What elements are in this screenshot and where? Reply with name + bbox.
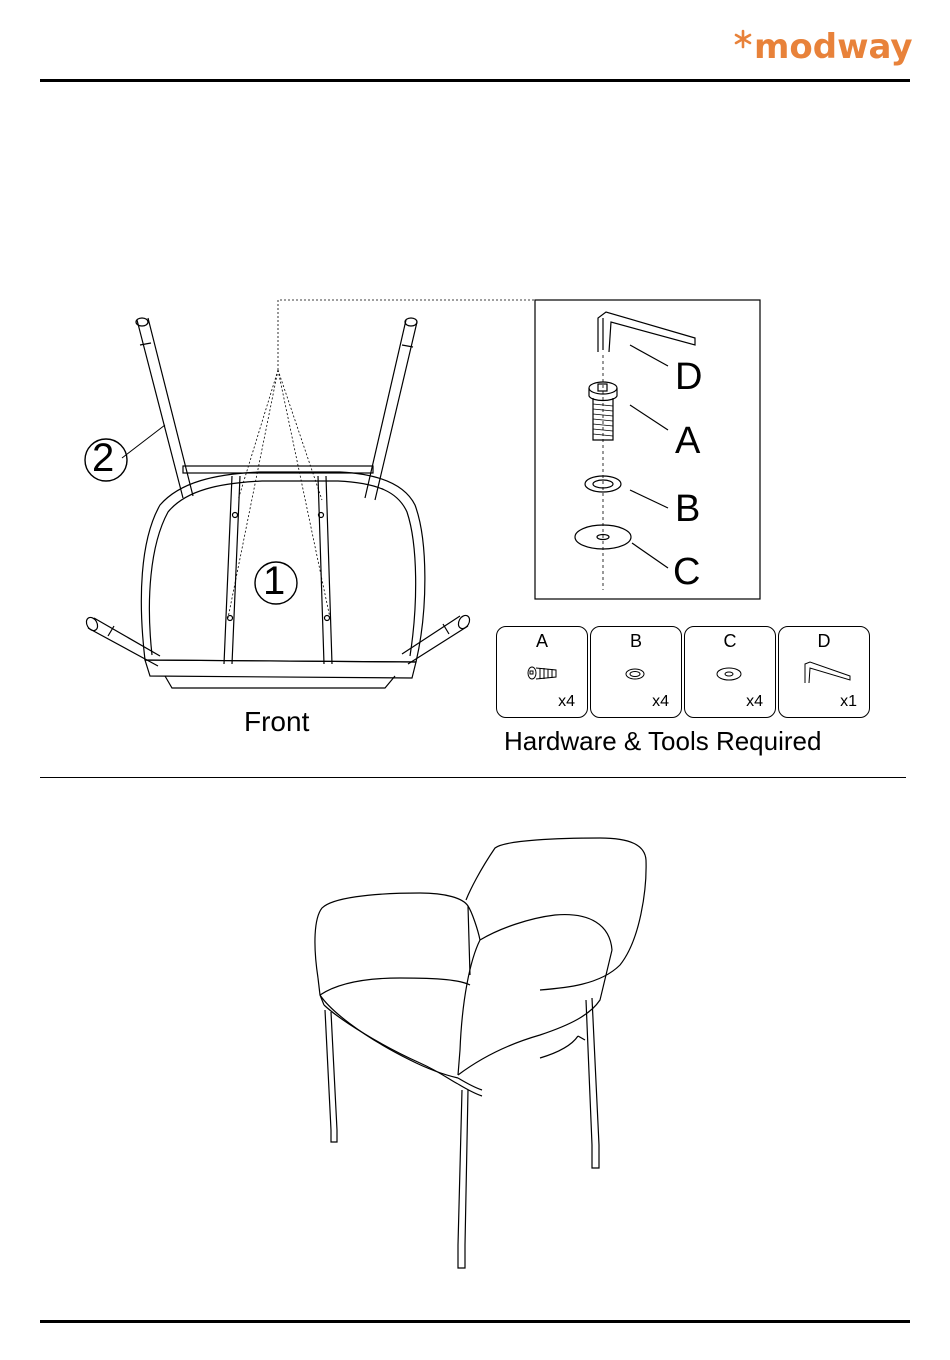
callout-c: C (673, 551, 701, 593)
hardware-letter: C (723, 631, 737, 651)
callout-a: A (675, 420, 701, 462)
hardware-item-d (778, 626, 870, 718)
callout-d: D (675, 356, 703, 398)
step-1-number: 1 (263, 559, 286, 603)
inverted-chair-drawing (84, 300, 535, 688)
front-label: Front (244, 706, 310, 737)
hardware-letter: D (817, 631, 831, 651)
hardware-quantity: x4 (652, 693, 669, 710)
hardware-quantity: x4 (746, 693, 763, 710)
callout-b: B (675, 488, 701, 530)
hardware-item-c (684, 626, 776, 718)
hardware-item-b (590, 626, 682, 718)
logo-wordmark: modway (754, 27, 913, 67)
exploded-hardware-view (535, 300, 760, 599)
hardware-quantity: x4 (558, 693, 575, 710)
hardware-quantity: x1 (840, 693, 857, 710)
hardware-item-a (496, 626, 588, 718)
hardware-letter: A (535, 631, 548, 651)
step-2-number: 2 (92, 436, 115, 480)
assembled-chair-drawing (315, 838, 646, 1268)
hardware-title: Hardware & Tools Required (504, 726, 822, 756)
hardware-letter: B (629, 631, 642, 651)
